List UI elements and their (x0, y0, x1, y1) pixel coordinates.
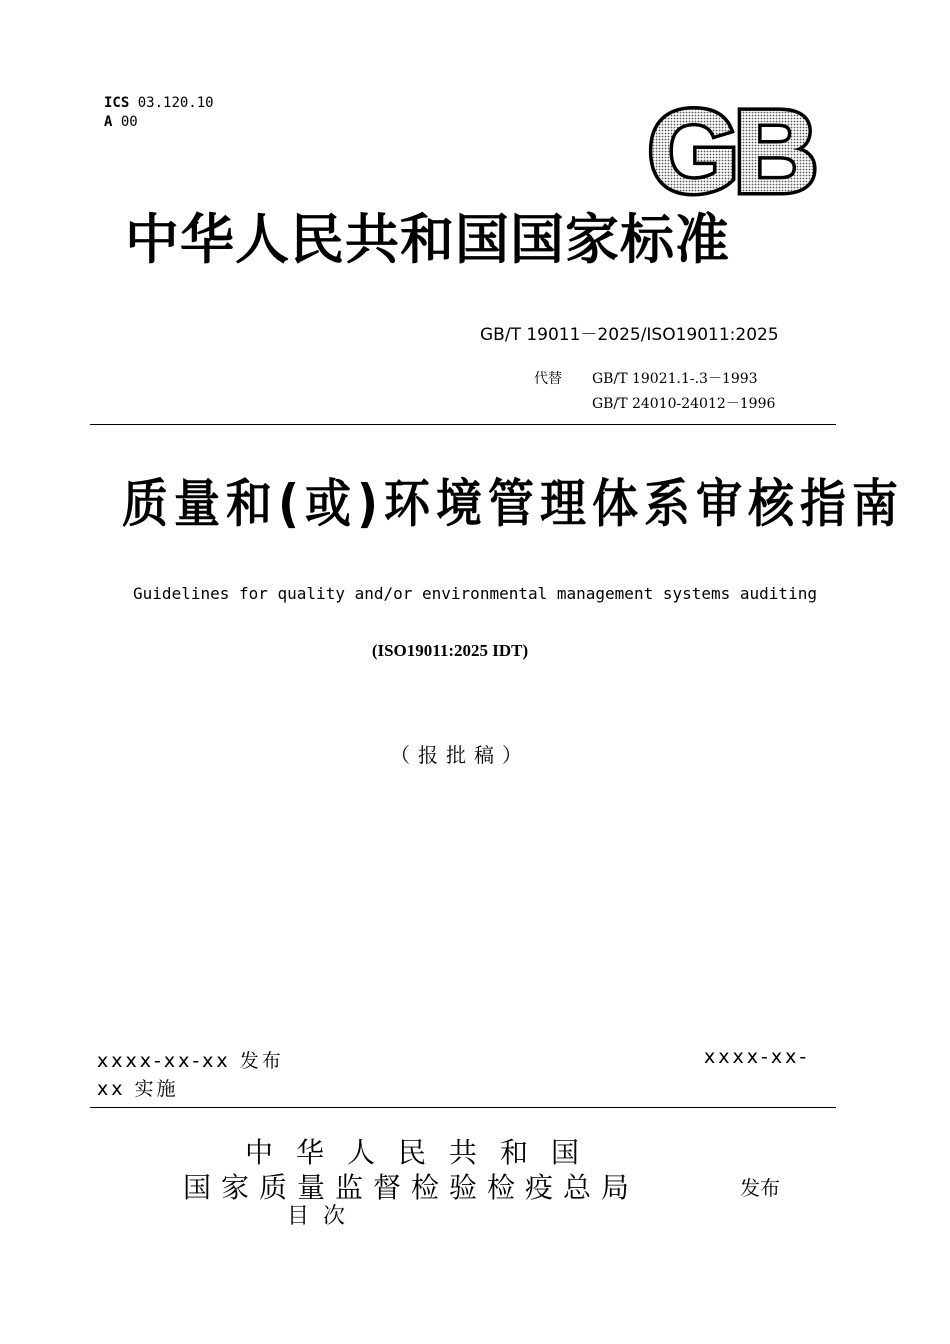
gb-logo-icon (640, 102, 820, 198)
issuer-line-2: 国家质量监督检验检疫总局 (183, 1171, 640, 1204)
class-code: 00 (120, 114, 138, 130)
ics-label: ICS (104, 95, 130, 111)
toc-heading: 目次 (287, 1204, 360, 1229)
replaces-item: GB/T 24010-24012－1996 (592, 396, 776, 412)
issuer-line-1: 中华人民共和国 (245, 1136, 603, 1169)
standard-title-en: Guidelines for quality and/or environmental management systems auditing (133, 584, 817, 603)
implement-date-part1: xxxx-xx- (704, 1046, 810, 1068)
publish-date: xxxx-xx-xx 发布 (97, 1050, 284, 1072)
main-title: 中华人民共和国国家标准 (125, 208, 730, 271)
draft-status: （报批稿） (390, 743, 530, 767)
implement-date-part2: xx 实施 (97, 1078, 179, 1100)
ics-block (104, 94, 214, 132)
standard-code: GB/T 19011－2025/ISO19011:2025 (480, 325, 779, 345)
standard-title-cn: 质量和(或)环境管理体系审核指南 (122, 473, 905, 534)
top-divider (90, 424, 836, 425)
gb-logo-text: GB (647, 102, 813, 198)
bottom-divider (90, 1107, 836, 1108)
class-letter: A (104, 114, 113, 130)
iso-equivalence: (ISO19011:2025 IDT) (371, 641, 529, 660)
ics-code: 03.120.10 (137, 95, 214, 111)
issuer-suffix: 发布 (740, 1176, 780, 1200)
replaces-item: GB/T 19021.1-.3－1993 (592, 371, 758, 387)
replaces-label: 代替 (534, 371, 562, 387)
